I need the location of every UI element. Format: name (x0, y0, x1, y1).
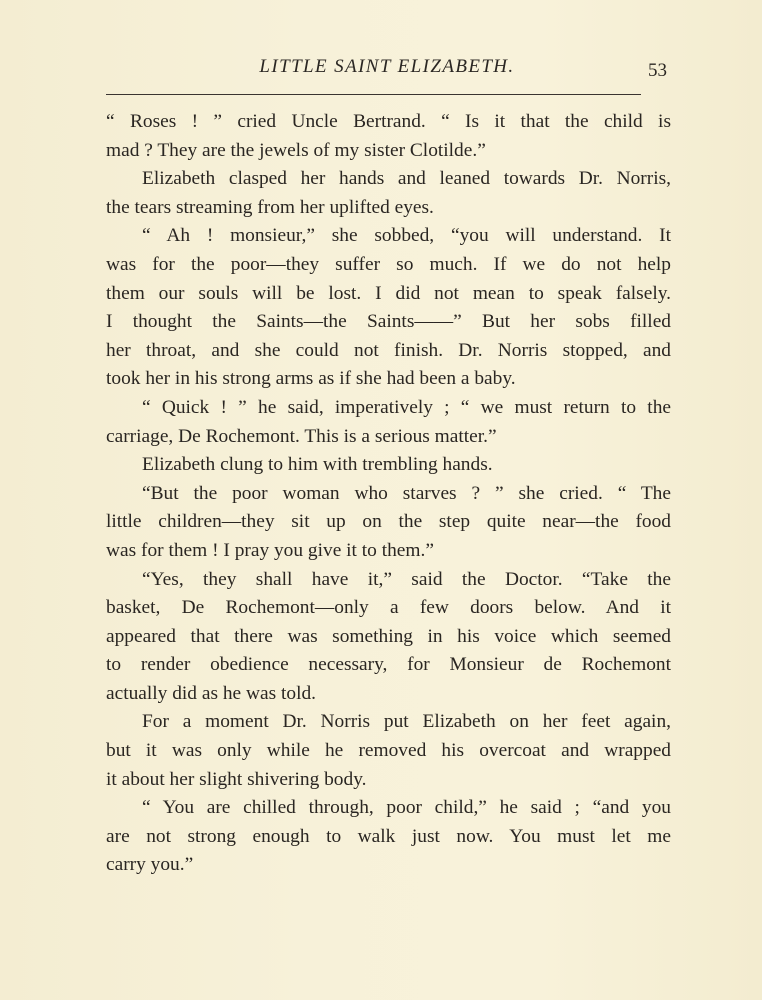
text-line: the tears streaming from her uplifted eyes. (106, 196, 434, 218)
running-title: LITTLE SAINT ELIZABETH. (259, 56, 515, 77)
text-line: actually did as he was told. (106, 682, 317, 704)
text-line: Elizabeth clung to him with trembling hands. (142, 454, 493, 476)
text-line: “ Roses ! ” cried Uncle Bertrand. “ Is it that the child is (106, 111, 671, 132)
text-line: appeared that there was something in his voice which seemed (106, 625, 671, 647)
text-line: “ Quick ! ” he said, imperatively ; “ we must return to the (142, 396, 671, 418)
text-line: was for them ! I pray you give it to them.” (106, 539, 434, 561)
text-line: Elizabeth clasped her hands and leaned towards Dr. Norris, (142, 168, 671, 190)
text-line: but it was only while he removed his overcoat and wrapped (106, 740, 671, 762)
text-line: mad ? They are the jewels of my sister Clotilde.” (106, 139, 486, 161)
text-line: are not strong enough to walk just now. You must let me (106, 825, 671, 847)
text-line: them our souls will be lost. I did not mean to speak falsely. (106, 282, 671, 304)
text-line: I thought the Saints—the Saints——” But her sobs filled (106, 311, 671, 333)
text-line: took her in his strong arms as if she had been a baby. (106, 368, 516, 390)
text-line: basket, De Rochemont—only a few doors below. And it (106, 597, 671, 619)
text-line: “Yes, they shall have it,” said the Doctor. “Take the (142, 568, 671, 590)
text-line: “But the poor woman who starves ? ” she cried. “ The (142, 482, 671, 504)
text-line: carriage, De Rochemont. This is a serious matter.” (106, 425, 497, 447)
body-text (106, 108, 671, 880)
text-line: to render obedience necessary, for Monsieur de Rochemont (106, 654, 671, 676)
text-line: her throat, and she could not finish. Dr. Norris stopped, and (106, 339, 671, 361)
text-line: “ You are chilled through, poor child,” he said ; “and you (142, 797, 671, 819)
text-line: it about her slight shivering body. (106, 768, 367, 790)
text-line: little children—they sit up on the step quite near—the food (106, 511, 671, 533)
text-line: “ Ah ! monsieur,” she sobbed, “you will understand. It (142, 225, 671, 247)
text-line: was for the poor—they suffer so much. If we do not help (106, 253, 671, 275)
header-rule (106, 94, 641, 95)
text-line: For a moment Dr. Norris put Elizabeth on her feet again, (142, 711, 671, 733)
text-line: carry you.” (106, 854, 194, 876)
page-number: 53 (648, 60, 667, 81)
